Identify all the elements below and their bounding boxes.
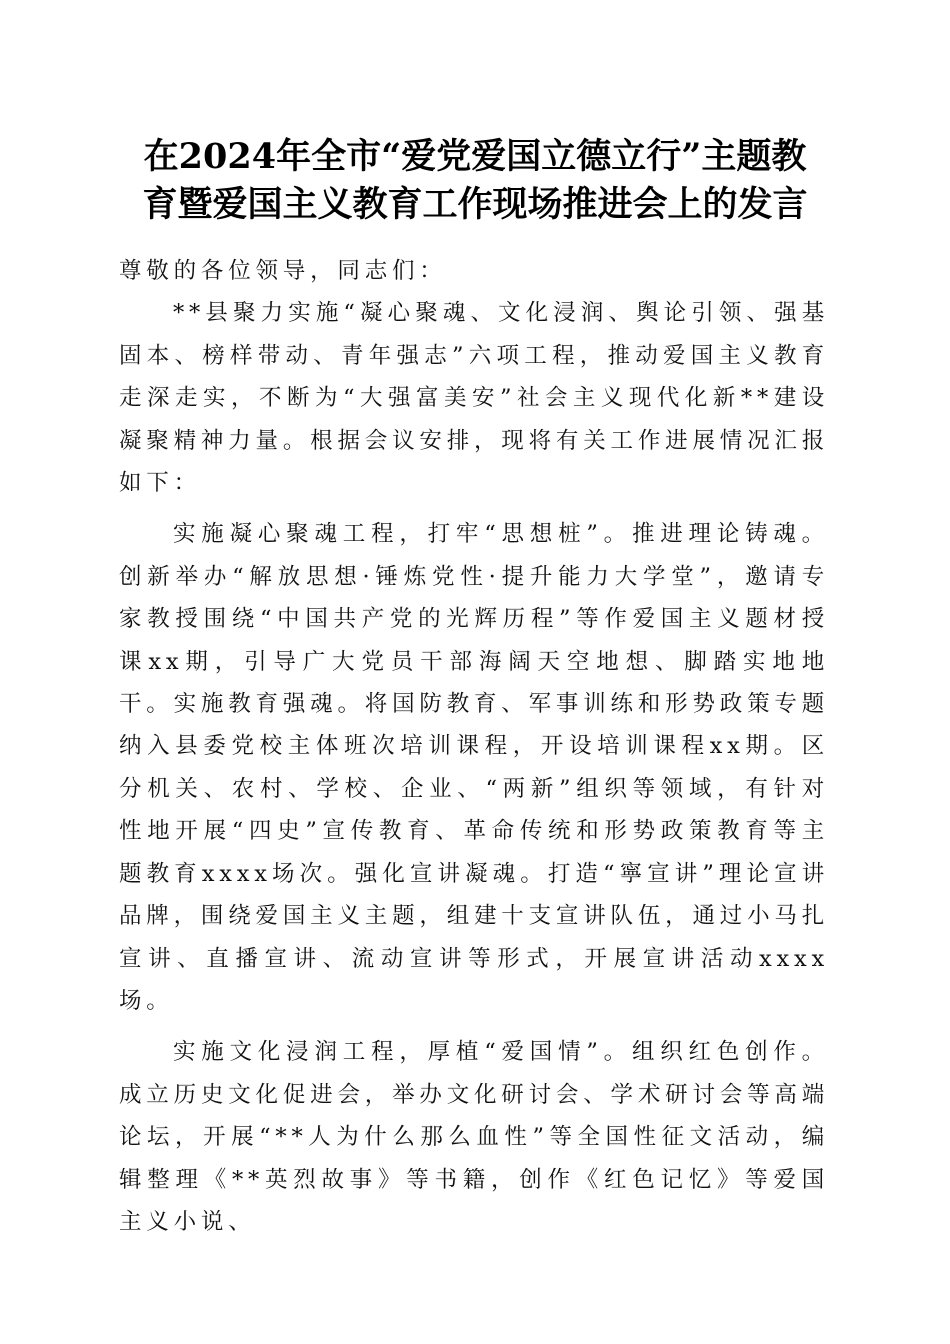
- title-line-2: 育暨爱国主义教育工作现场推进会上的发言: [142, 184, 808, 225]
- paragraph-section-1: 实施凝心聚魂工程，打牢“思想桩”。推进理论铸魂。创新举办“解放思想·锤炼党性·提升能力大学堂”，邀请专家教授围绕“中国共产党的光辉历程”等作爱国主义题材授课xx期，引导广大党员干部海阔天空地想、脚踏实地地干。实施教育强魂。将国防教育、军事训练和形势政策专题纳入县委党校主体班次培训课程，开设培训课程xx期。区分机关、农村、学校、企业、“两新”组织等领域，有针对性地开展“四史”宣传教育、革命传统和形势政策教育等主题教育xxxx场次。强化宣讲凝魂。打造“寧宣讲”理论宣讲品牌，围绕爱国主义主题，组建十支宣讲队伍，通过小马扎宣讲、直播宣讲、流动宣讲等形式，开展宣讲活动xxxx场。: [119, 521, 829, 1014]
- document-body: [119, 250, 829, 1243]
- title-line-1: 在2024年全市“爱党爱国立德立行”主题教: [143, 136, 807, 177]
- paragraph-section-2: 实施文化浸润工程，厚植“爱国情”。组织红色创作。成立历史文化促进会，举办文化研讨会、学术研讨会等高端论坛，开展“**人为什么那么血性”等全国性征文活动，编辑整理《**英烈故事》等书籍，创作《红色记忆》等爱国主义小说、: [119, 1039, 829, 1235]
- paragraph-intro: **县聚力实施“凝心聚魂、文化浸润、舆论引领、强基固本、榜样带动、青年强志”六项工程，推动爱国主义教育走深走实，不断为“大强富美安”社会主义现代化新**建设凝聚精神力量。根据会议安排，现将有关工作进展情况汇报如下：: [119, 300, 829, 497]
- page-title: [110, 133, 840, 229]
- salutation: 尊敬的各位领导，同志们：: [119, 258, 447, 284]
